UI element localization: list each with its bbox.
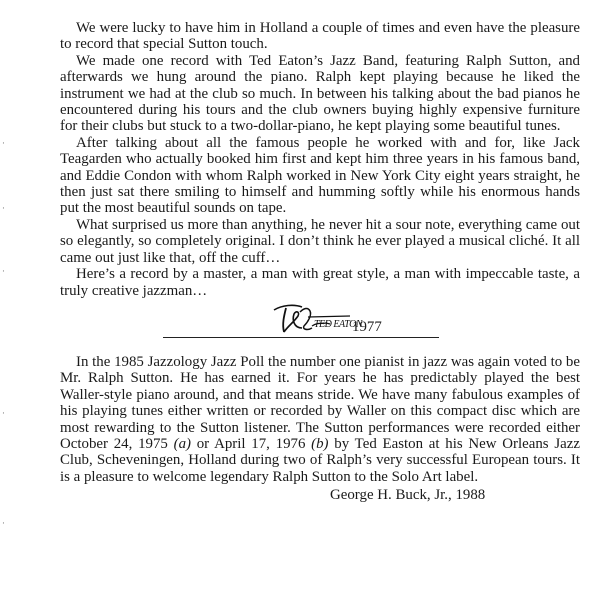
handwritten-signature [272, 302, 407, 336]
jazz-poll-text-1: In the 1985 Jazzology Jazz Poll the number one pianist in jazz was again voted to be Mr. Ralph Sutton. He has earned it. For years he has predictably played the best Waller-style piano around, and that means stride. We have many fabulous examples of his playing tunes either written or recorded by Waller on this compact disc which are most rewarding to the Sutton listener. The Sutton performances were recorded either October 24, 1975 [60, 353, 580, 452]
session-mark-b: (b) [311, 435, 329, 452]
paragraph-famous-people: After talking about all the famous people he worked with and for, like Jack Teagarden who actually booked him first and kept him three years in his famous band, and Eddie Condon with whom Ralph worked in New York City eight years straight, he then just sat there smiling to himself and humming softly while his enormous hands put the most beautiful sounds on tape. [60, 134, 580, 217]
divider-rule [163, 337, 439, 338]
signature-year: 1977 [352, 318, 382, 335]
margin-mark: · [2, 267, 5, 277]
paragraph-surprised: What surprised us more than anything, he never hit a sour note, everything came out so elegantly, so completely original. I don’t think he ever played a musical cliché. It all came out just like that, off the cuff… [60, 216, 580, 266]
margin-mark: · [2, 519, 5, 529]
liner-notes-page [60, 20, 580, 504]
signature-text: TED EATON [314, 318, 363, 330]
signature-block [60, 299, 580, 343]
margin-mark: · [2, 409, 5, 419]
margin-mark: · [2, 204, 5, 214]
paragraph-record: We made one record with Ted Eaton’s Jazz Band, featuring Ralph Sutton, and afterwards we hung around the piano. Ralph kept playing because he liked the instrument we had at the club so much. In between his talking about the bad pianos he encountered during his tours and the club owners buying highly expensive furniture for their clubs but stuck to a two-dollar-piano, he kept playing some beautiful tunes. [60, 52, 580, 135]
jazz-poll-text-3: by Ted Easton at his New Orleans Jazz Club, Scheveningen, Holland during two of Ralph’s very successful European tours. It is a pleasure to welcome legendary Ralph Sutton to the Solo Art label. [60, 435, 580, 485]
paragraph-jazz-poll [60, 354, 580, 485]
author-credit: George H. Buck, Jr., 1988 [330, 487, 486, 504]
jazz-poll-text-2: or April 17, 1976 [190, 435, 312, 452]
margin-mark: · [2, 139, 5, 149]
session-mark-a: (a) [173, 435, 191, 452]
paragraph-holland: We were lucky to have him in Holland a couple of times and even have the pleasure to record that special Sutton touch. [60, 20, 580, 53]
paragraph-master: Here’s a record by a master, a man with great style, a man with impeccable taste, a truly creative jazzman… [60, 266, 580, 299]
